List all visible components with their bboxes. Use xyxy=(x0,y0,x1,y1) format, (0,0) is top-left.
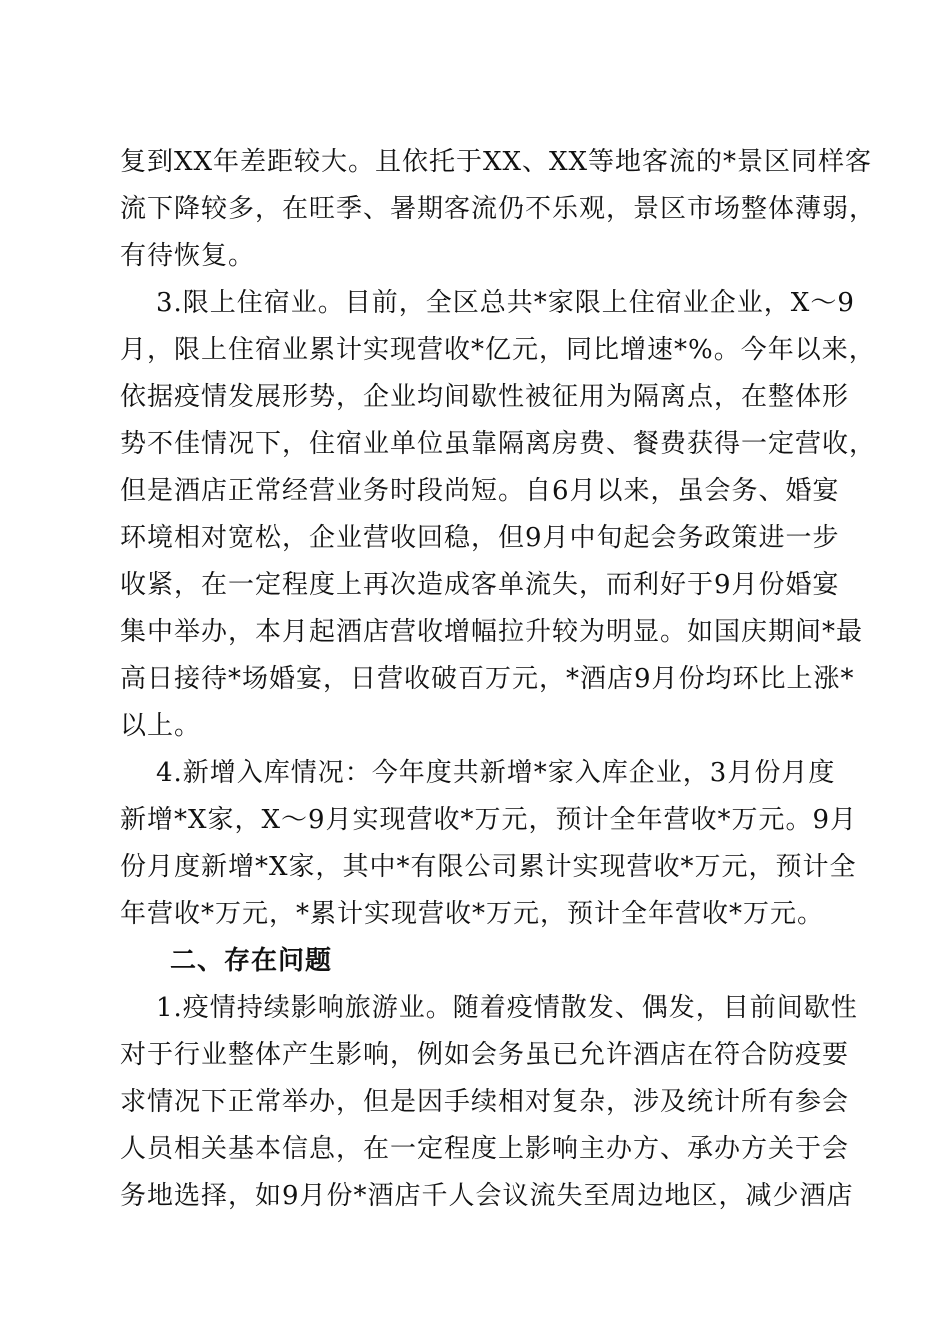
section-heading: 二、存在问题 xyxy=(170,946,333,976)
body-text-line: 人员相关基本信息，在一定程度上影响主办方、承办方关于会 xyxy=(120,1134,850,1164)
body-text-line: 势不佳情况下，住宿业单位虽靠隔离房费、餐费获得一定营收， xyxy=(120,429,877,459)
body-text-line: 以上。 xyxy=(120,711,202,741)
body-text-line: 环境相对宽松，企业营收回稳，但9月中旬起会务政策进一步 xyxy=(120,523,840,553)
body-text-line: 复到XX年差距较大。且依托于XX、XX等地客流的*景区同样客 xyxy=(120,147,873,177)
body-text-line: 份月度新增*X家，其中*有限公司累计实现营收*万元，预计全 xyxy=(120,852,857,882)
body-text-line: 对于行业整体产生影响，例如会务虽已允许酒店在符合防疫要 xyxy=(120,1040,850,1070)
body-text-line: 集中举办，本月起酒店营收增幅拉升较为明显。如国庆期间*最 xyxy=(120,617,864,647)
body-text-line: 1.疫情持续影响旅游业。随着疫情散发、偶发，目前间歇性 xyxy=(156,993,858,1023)
body-text-line: 高日接待*场婚宴，日营收破百万元，*酒店9月份均环比上涨* xyxy=(120,664,855,694)
body-text-line: 年营收*万元，*累计实现营收*万元，预计全年营收*万元。 xyxy=(120,899,825,929)
body-text-line: 但是酒店正常经营业务时段尚短。自6月以来，虽会务、婚宴 xyxy=(120,476,840,506)
body-text-line: 流下降较多，在旺季、暑期客流仍不乐观，景区市场整体薄弱， xyxy=(120,194,877,224)
body-text-line: 有待恢复。 xyxy=(120,241,256,271)
body-text-line: 依据疫情发展形势，企业均间歇性被征用为隔离点，在整体形 xyxy=(120,382,850,412)
body-text-line: 月，限上住宿业累计实现营收*亿元，同比增速*%。今年以来， xyxy=(120,335,876,365)
body-text-line: 收紧，在一定程度上再次造成客单流失，而利好于9月份婚宴 xyxy=(120,570,840,600)
body-text-line: 务地选择，如9月份*酒店千人会议流失至周边地区，减少酒店 xyxy=(120,1181,854,1211)
body-text-line: 3.限上住宿业。目前，全区总共*家限上住宿业企业，X～9 xyxy=(156,288,855,318)
body-text-line: 求情况下正常举办，但是因手续相对复杂，涉及统计所有参会 xyxy=(120,1087,850,1117)
body-text-line: 4.新增入库情况：今年度共新增*家入库企业，3月份月度 xyxy=(156,758,836,788)
body-text-line: 新增*X家，X～9月实现营收*万元，预计全年营收*万元。9月 xyxy=(120,805,858,835)
